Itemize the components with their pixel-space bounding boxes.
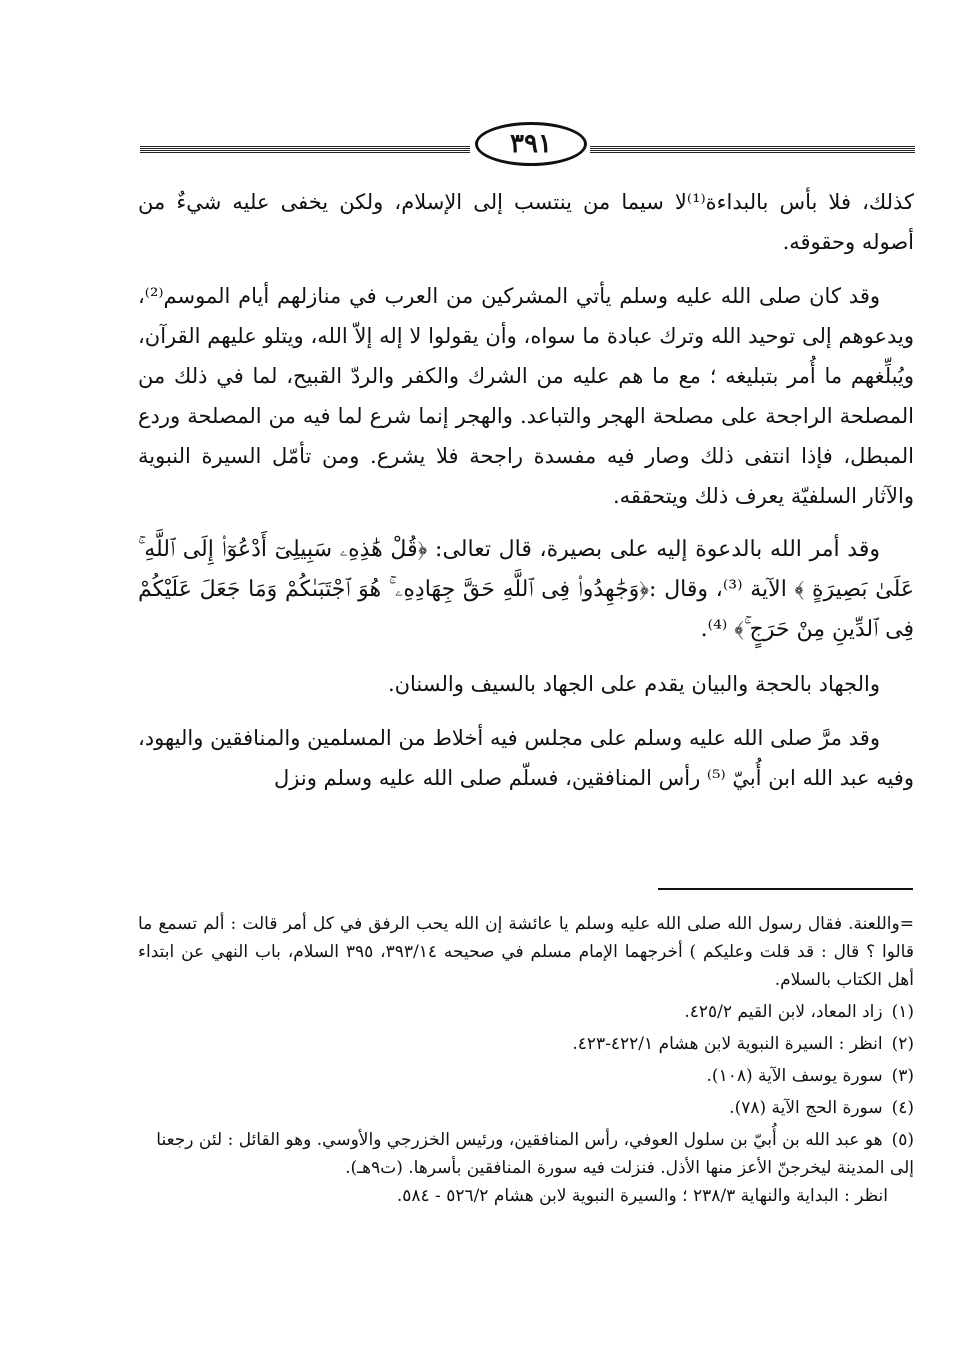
footnote-text: هو عبد الله بن أُبيّ بن سلول العوفي، رأس المنافقين، ورئيس الخزرجي والأوسي. وهو القائل : لئن رجعنا إلى المدينة ليخرجنّ الأعز منها الأذل. فنزلت فيه سورة المنافقين بأسرها. (ت٩هـ). [156, 1130, 914, 1178]
footnote-continuation: =واللعنة. فقال رسول الله صلى الله عليه وسلم يا عائشة إن الله يحب الرفق في كل أمر قالت : ألم تسمع ما قالوا ؟ قال : قد قلت وعليكم ) أخرجهما الإمام مسلم في صحيحه ٣٩٣/١٤، ٣٩٥ السلام، باب النهي عن ابتداء أهل الكتاب بالسلام. [138, 914, 914, 990]
footnote-list [138, 998, 914, 1210]
footnote-item [138, 998, 914, 1026]
paragraph-quran: وقد أمر الله بالدعوة إليه على بصيرة، قال تعالى: ﴿قُلْ هَٰذِهِۦ سَبِيلِىٓ أَدْعُوٓا۟ إِلَى ٱللَّهِ ۚ عَلَىٰ بَصِيرَةٍ ﴾ الآية ⁽³⁾، وقال :﴿وَجَٰهِدُوا۟ فِى ٱللَّهِ حَقَّ جِهَادِهِۦ ۚ هُوَ ٱجْتَبَىٰكُمْ وَمَا جَعَلَ عَلَيْكُمْ فِى ٱلدِّينِ مِنْ حَرَجٍ ۚ﴾ ⁽⁴⁾. [138, 537, 915, 642]
paragraph: كذلك، فلا بأس بالبداءة⁽¹⁾لا سيما من ينتسب إلى الإسلام، ولكن يخفى عليه شيءٌ من أصوله وحقوقه. [138, 190, 914, 254]
page-header [140, 118, 915, 178]
footnote-text: انظر : السيرة النبوية لابن هشام ٤٢٢/١-٤٢٣. [572, 1034, 883, 1054]
header-rule-right [590, 146, 915, 153]
paragraph: وقد مرَّ صلى الله عليه وسلم على مجلس فيه أخلاط من المسلمين والمنافقين واليهود، وفيه عبد الله ابن أُبيّ ⁽⁵⁾ رأس المنافقين، فسلّم صلى الله عليه وسلم ونزل [138, 726, 914, 790]
footnote-item [138, 1030, 914, 1058]
footnote-text: سورة الحج الآية (٧٨). [729, 1098, 883, 1118]
footnote-item [138, 1062, 914, 1090]
footnote-number: (١) [891, 1002, 914, 1022]
paragraph: وقد كان صلى الله عليه وسلم يأتي المشركين من العرب في منازلهم أيام الموسم⁽²⁾، ويدعوهم إلى توحيد الله وترك عبادة ما سواه، وأن يقولوا لا إله إلاّ الله، ويتلو عليهم القرآن، ويُبلِّغهم ما أُمر بتبليغه ؛ مع ما هم عليه من الشرك والكفر والردّ القبيح، لما في ذلك من المصلحة الراجحة على مصلحة الهجر والتباعد. والهجر إنما شرع لما فيه من المصلحة وردع المبطل، فإذا انتفى ذلك وصار فيه مفسدة راجحة فلا يشرع. ومن تأمّل السيرة النبوية والآثار السلفيّة يعرف ذلك ويتحققه. [138, 284, 914, 508]
footnote-reference: انظر : البداية والنهاية ٢٣٨/٣ ؛ والسيرة النبوية لابن هشام ٥٢٦/٢ - ٥٨٤. [396, 1186, 888, 1206]
main-text [138, 182, 914, 812]
footnote-number: (٢) [891, 1034, 914, 1054]
paragraph: والجهاد بالحجة والبيان يقدم على الجهاد بالسيف والسنان. [387, 672, 880, 696]
footnote-number: (٥) [891, 1130, 914, 1150]
footnote-number: (٣) [891, 1066, 914, 1086]
footnotes [138, 910, 914, 1214]
footnote-number: (٤) [891, 1098, 914, 1118]
footnote-text: زاد المعاد، لابن القيم ٤٢٥/٢. [684, 1002, 883, 1022]
footnote-separator [658, 888, 913, 890]
page-number: ٣٩١ [475, 122, 587, 166]
footnote-item [138, 1126, 914, 1210]
header-rule-left [140, 146, 470, 153]
footnote-item [138, 1094, 914, 1122]
footnote-text: سورة يوسف الآية (١٠٨). [706, 1066, 883, 1086]
